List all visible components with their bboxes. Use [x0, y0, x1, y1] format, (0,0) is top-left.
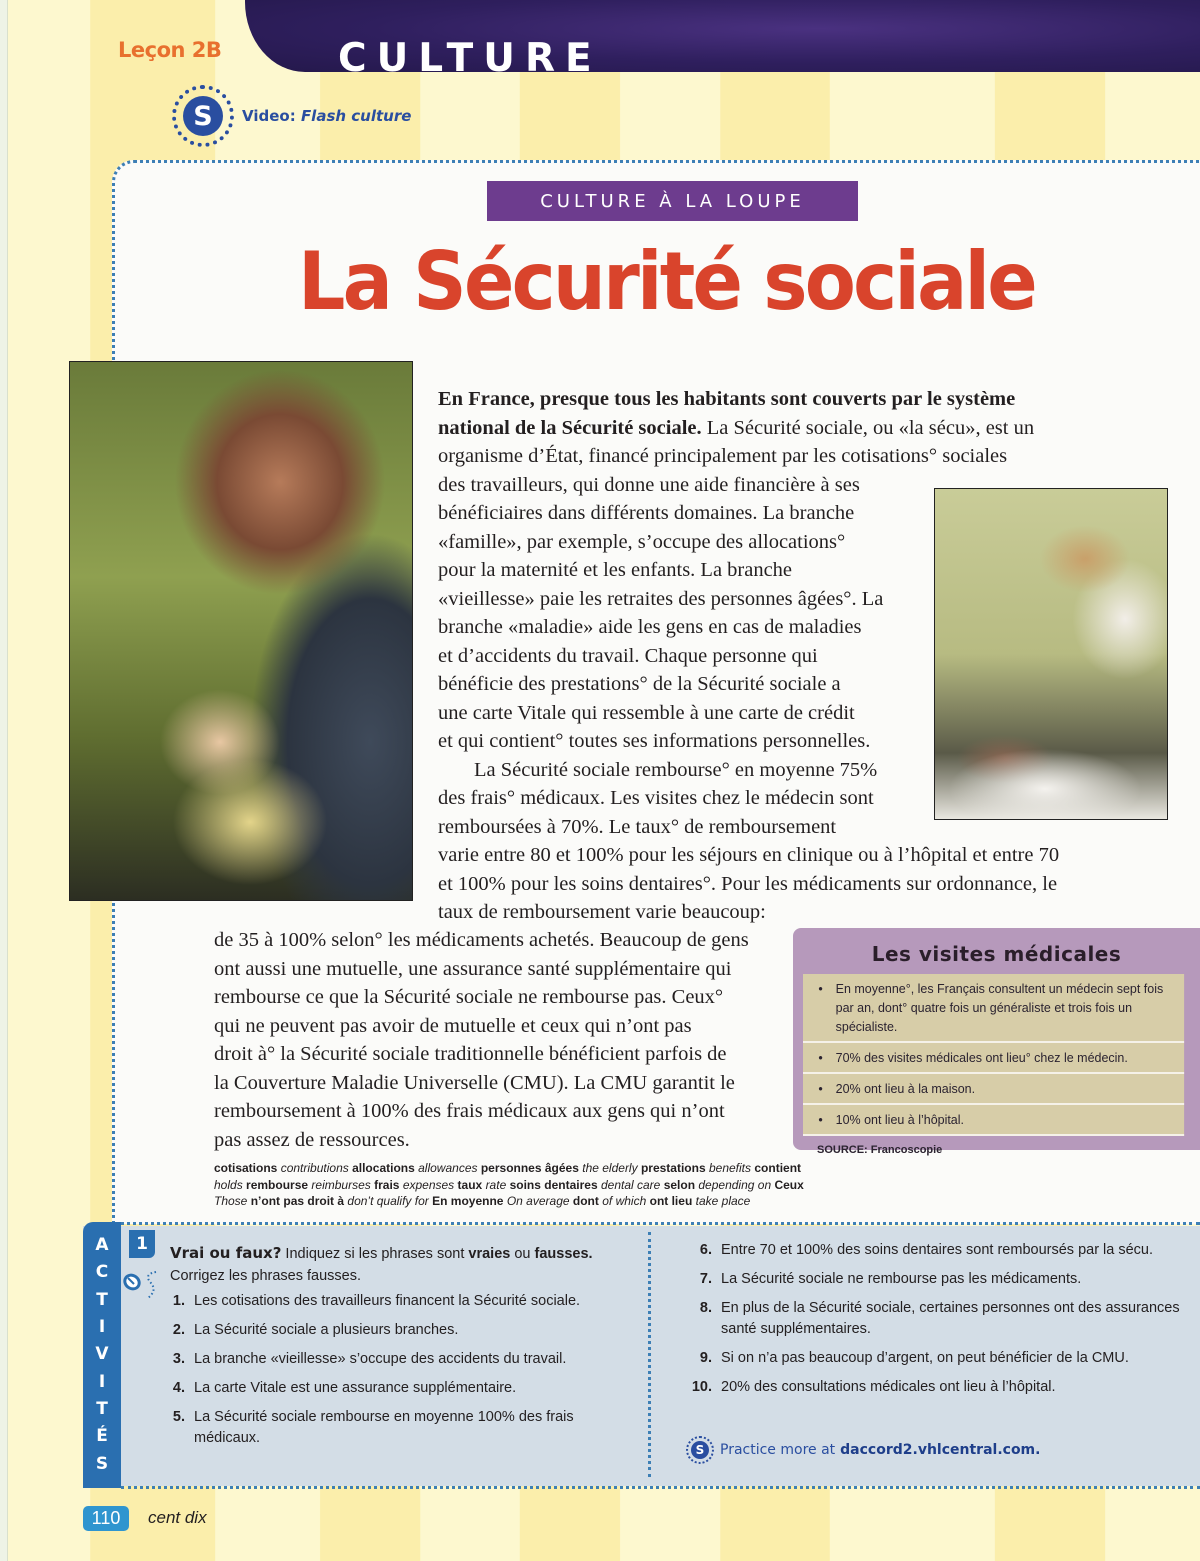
- glossary-entry: soins dentaires dental care: [509, 1177, 661, 1192]
- article-line: «famille», par exemple, s’occupe des allocations°: [438, 530, 846, 553]
- photo-father-baby: [69, 361, 413, 901]
- article-line: et 100% pour les soins dentaires°. Pour les médicaments sur ordonnance, le: [438, 872, 1058, 895]
- article-body-col2: [214, 926, 794, 1154]
- column-divider: [648, 1232, 651, 1477]
- article-line: bénéficie des prestations° de la Sécurité sociale a: [438, 673, 841, 695]
- glossary-entry: ont lieu take place: [649, 1194, 751, 1208]
- article-line: En France, presque tous les habitants sont couverts par le système: [438, 388, 1016, 410]
- glossary-entry: dont of which: [572, 1194, 647, 1208]
- activities-side-label: [83, 1222, 121, 1488]
- glossary-entry: n’ont pas droit à don’t qualify for: [250, 1194, 429, 1208]
- article-title: La Sécurité sociale: [298, 235, 1035, 328]
- glossary-entry: personnes âgées the elderly: [480, 1161, 638, 1175]
- activities-divider: [121, 1486, 1200, 1489]
- practice-link[interactable]: S Practice more at daccord2.vhlcentral.com.: [686, 1436, 1040, 1464]
- sidebar-list: [803, 974, 1200, 1136]
- activity-instructions: Vrai ou faux? Indiquez si les phrases sont vraies ou fausses. Corrigez les phrases fausses.: [170, 1244, 593, 1284]
- activity-item: [690, 1348, 1180, 1369]
- glossary-entry: allocations allowances: [352, 1161, 478, 1175]
- item-number: 3.: [172, 1351, 185, 1367]
- supersite-icon: S: [172, 85, 234, 147]
- glossary-entry: frais expenses: [374, 1177, 455, 1192]
- side-letter: V: [95, 1344, 109, 1365]
- sidebar-item: • 20% ont lieu à la maison.: [803, 1074, 1184, 1105]
- item-number: 1.: [172, 1293, 185, 1309]
- article-line: et d’accidents du travail. Chaque personne qui: [438, 644, 818, 667]
- activity-item: [690, 1269, 1180, 1290]
- item-text: Entre 70 et 100% des soins dentaires sont remboursés par la sécu.: [721, 1242, 1154, 1258]
- article-line: national de la Sécurité sociale. La Sécurité sociale, ou «la sécu», est un: [438, 416, 1035, 439]
- activity-item: [163, 1407, 643, 1449]
- article-line: branche «maladie» aide les gens en cas de maladies: [438, 616, 862, 638]
- side-letter: C: [95, 1262, 109, 1283]
- item-number: 10.: [691, 1379, 712, 1395]
- article-line: une carte Vitale qui ressemble à une carte de crédit: [438, 701, 855, 724]
- activity-list-right: [690, 1240, 1180, 1406]
- item-text: Si on n’a pas beaucoup d’argent, on peut bénéficier de la CMU.: [721, 1350, 1129, 1366]
- sidebar-item: • 70% des visites médicales ont lieu° chez le médecin.: [803, 1043, 1184, 1074]
- activity-title: Vrai ou faux?: [170, 1244, 282, 1262]
- glossary-entry: rembourse reimburses: [246, 1177, 371, 1192]
- page-edge: [0, 0, 8, 1561]
- glossary-entry: prestations benefits: [640, 1161, 752, 1175]
- article-line: taux de remboursement varie beaucoup:: [438, 901, 766, 923]
- page-number-words: cent dix: [148, 1508, 207, 1527]
- activity-item: [163, 1378, 643, 1399]
- side-letter: É: [96, 1426, 108, 1447]
- video-title: Flash culture: [300, 107, 412, 125]
- item-text: Les cotisations des travailleurs financent la Sécurité sociale.: [194, 1293, 581, 1309]
- item-text: La carte Vitale est une assurance supplémentaire.: [194, 1380, 517, 1396]
- article-line: qui ne peuvent pas avoir de mutuelle et ceux qui n’ont pas: [214, 1014, 692, 1037]
- sidebar-box-visites: [793, 928, 1200, 1156]
- page-number: 110: [83, 1506, 129, 1531]
- side-letter: I: [98, 1317, 106, 1338]
- activity-number: 1: [129, 1230, 155, 1258]
- glossary-entry: selon depending on: [663, 1177, 772, 1192]
- practice-url[interactable]: daccord2.vhlcentral.com.: [840, 1442, 1041, 1458]
- item-text: La Sécurité sociale a plusieurs branches.: [194, 1322, 459, 1338]
- item-number: 2.: [172, 1322, 185, 1338]
- article-line: pour la maternité et les enfants. La branche: [438, 559, 793, 581]
- glossary: [214, 1160, 804, 1210]
- mouse-interactive-icon: [120, 1268, 166, 1302]
- item-text: 20% des consultations médicales ont lieu à l’hôpital.: [721, 1379, 1056, 1395]
- section-title: CULTURE: [338, 36, 602, 81]
- article-line: remboursement à 100% des frais médicaux aux gens qui n’ont: [214, 1100, 725, 1122]
- article-line: organisme d’État, financé principalement par les cotisations° sociales: [438, 445, 1008, 467]
- panel-divider: [120, 1222, 1200, 1225]
- video-link[interactable]: [172, 85, 411, 147]
- sidebar-item: • En moyenne°, les Français consultent un médecin sept fois par an, dont° quatre fois un généraliste et trois fois un spécialiste.: [803, 974, 1184, 1043]
- side-letter: T: [96, 1399, 108, 1420]
- side-letter: I: [98, 1371, 106, 1392]
- activity-item: [690, 1240, 1180, 1261]
- article-line: «vieillesse» paie les retraites des personnes âgées°. La: [438, 587, 884, 610]
- item-number: 8.: [699, 1300, 712, 1316]
- activity-list-left: [163, 1291, 643, 1457]
- article-line: La Sécurité sociale rembourse° en moyenne 75%: [474, 758, 878, 781]
- item-text: La Sécurité sociale ne rembourse pas les médicaments.: [721, 1271, 1082, 1287]
- article-body-col1: [438, 385, 1108, 927]
- sidebar-source: SOURCE: Francoscopie: [817, 1144, 943, 1156]
- article-line: ont aussi une mutuelle, une assurance santé supplémentaire qui: [214, 957, 732, 980]
- activity-item: [163, 1320, 643, 1341]
- activity-item: [690, 1298, 1180, 1340]
- supersite-cursor-icon: S: [686, 1436, 714, 1464]
- activity-item: [690, 1377, 1180, 1398]
- article-line: pas assez de ressources.: [214, 1128, 410, 1151]
- item-number: 5.: [172, 1409, 185, 1425]
- article-line: varie entre 80 et 100% pour les séjours en clinique ou à l’hôpital et entre 70: [438, 844, 1060, 866]
- item-text: En plus de la Sécurité sociale, certaines personnes ont des assurances santé supplémentaires.: [721, 1300, 1180, 1337]
- lesson-label: Leçon 2B: [118, 38, 222, 62]
- glossary-entry: En moyenne On average: [432, 1194, 570, 1208]
- activity-item: [163, 1291, 643, 1312]
- article-line: et qui contient° toutes ses informations personnelles.: [438, 730, 871, 752]
- glossary-entry: taux rate: [457, 1177, 507, 1192]
- sidebar-item: • 10% ont lieu à l’hôpital.: [803, 1105, 1184, 1136]
- article-line: bénéficiaires dans différents domaines. La branche: [438, 502, 855, 524]
- kicker-banner: CULTURE À LA LOUPE: [487, 181, 858, 221]
- activity-item: [163, 1349, 643, 1370]
- glossary-entry: Ceux Those: [214, 1177, 804, 1208]
- article-line: la Couverture Maladie Universelle (CMU). La CMU garantit le: [214, 1071, 735, 1094]
- glossary-entry: cotisations contributions: [214, 1161, 349, 1175]
- side-letter: A: [95, 1235, 109, 1256]
- article-line: des frais° médicaux. Les visites chez le médecin sont: [438, 787, 874, 809]
- glossary-entry: contient holds: [214, 1161, 802, 1192]
- side-letter: S: [95, 1453, 109, 1474]
- article-line: droit à° la Sécurité sociale traditionnelle bénéficient parfois de: [214, 1043, 727, 1065]
- side-letter: T: [96, 1289, 108, 1310]
- sidebar-title: Les visites médicales: [871, 942, 1122, 966]
- article-line: de 35 à 100% selon° les médicaments achetés. Beaucoup de gens: [214, 929, 749, 951]
- item-text: La branche «vieillesse» s’occupe des accidents du travail.: [194, 1351, 567, 1367]
- article-line: remboursées à 70%. Le taux° de remboursement: [438, 815, 837, 838]
- article-line: rembourse ce que la Sécurité sociale ne rembourse pas. Ceux°: [214, 986, 724, 1008]
- video-label: Video: Flash culture: [242, 107, 412, 125]
- item-number: 6.: [699, 1242, 712, 1258]
- article-line: des travailleurs, qui donne une aide financière à ses: [438, 473, 860, 496]
- item-number: 4.: [172, 1380, 185, 1396]
- item-text: La Sécurité sociale rembourse en moyenne 100% des frais médicaux.: [194, 1409, 574, 1446]
- item-number: 9.: [699, 1350, 712, 1366]
- item-number: 7.: [699, 1271, 712, 1287]
